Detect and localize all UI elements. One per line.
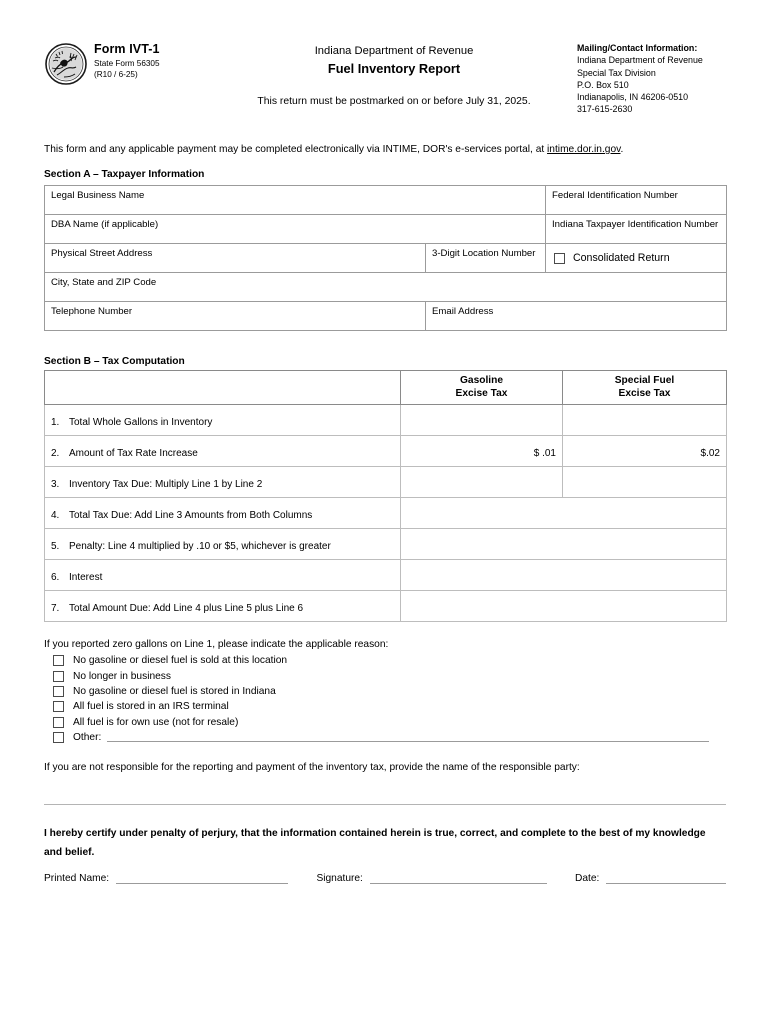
line-5-value: [401, 553, 726, 559]
email-address-label: Email Address: [432, 306, 494, 317]
list-item[interactable]: [53, 699, 733, 714]
reason-label-not-stored-in-indiana: No gasoline or diesel fuel is stored in Indiana: [73, 685, 276, 697]
special-fuel-excise-tax-header: [563, 371, 727, 405]
line-3-label: Inventory Tax Due: Multiply Line 1 by Line 2: [69, 479, 263, 490]
line-1-gasoline-input[interactable]: [401, 405, 563, 436]
table-row: [45, 436, 727, 467]
line-1-label: Total Whole Gallons in Inventory: [69, 417, 213, 428]
physical-street-address-label: Physical Street Address: [51, 248, 153, 259]
consolidated-return-checkbox[interactable]: [554, 253, 565, 264]
section-a-heading: Section A – Taxpayer Information: [44, 169, 205, 180]
line-1-number: 1.: [51, 417, 60, 428]
printed-name-input[interactable]: [116, 873, 288, 884]
reason-checkbox-irs-terminal[interactable]: [53, 701, 64, 712]
email-address-field[interactable]: [426, 302, 727, 331]
table-row: [45, 302, 727, 331]
city-state-zip-field[interactable]: [45, 273, 727, 302]
signature-label: Signature:: [316, 873, 363, 884]
list-item[interactable]: [53, 715, 733, 730]
list-item[interactable]: [53, 653, 733, 668]
location-number-label: 3-Digit Location Number: [432, 248, 536, 259]
table-row: [45, 405, 727, 436]
line-6-label-cell: [45, 560, 401, 591]
form-header: [44, 40, 726, 120]
line-3-special-input[interactable]: [563, 467, 727, 498]
table-row: [45, 215, 727, 244]
gasoline-header-line2: Excise Tax: [455, 387, 508, 399]
line-6-interest-input[interactable]: [401, 560, 727, 591]
mailing-line-3: P.O. Box 510: [577, 79, 629, 90]
department-name: Indiana Department of Revenue: [314, 45, 474, 57]
line-4-label: Total Tax Due: Add Line 3 Amounts from Both Columns: [69, 510, 313, 521]
responsible-party-text: If you are not responsible for the reporting and payment of the inventory tax, provide the name of the responsible party:: [44, 762, 580, 773]
special-fuel-header-line1: Special Fuel: [614, 375, 675, 386]
intime-text-before: This form and any applicable payment may be completed electronically via INTIME, DOR's e-services portal, at: [44, 144, 548, 155]
line-7-number: 7.: [51, 603, 60, 614]
table-header-row: [45, 371, 727, 405]
line-7-value: [401, 615, 726, 621]
table-row: [45, 467, 727, 498]
special-fuel-header-line2: Excise Tax: [618, 387, 671, 399]
indiana-state-seal-icon: [44, 42, 88, 86]
list-item[interactable]: [53, 668, 733, 683]
line-1-special-value: [563, 429, 726, 435]
line-2-number: 2.: [51, 448, 60, 459]
section-a-table: [44, 185, 727, 331]
line-5-label: Penalty: Line 4 multiplied by .10 or $5, whichever is greater: [69, 541, 331, 552]
federal-id-number-field[interactable]: [546, 186, 727, 215]
reason-checkbox-own-use[interactable]: [53, 717, 64, 728]
zero-gallons-intro: If you reported zero gallons on Line 1, please indicate the applicable reason:: [44, 639, 389, 650]
responsible-party-input[interactable]: [44, 804, 726, 805]
mailing-line-1: Indiana Department of Revenue: [577, 55, 703, 66]
reason-checkbox-no-longer-in-business[interactable]: [53, 671, 64, 682]
table-row: [45, 244, 727, 273]
line-4-total-input[interactable]: [401, 498, 727, 529]
legal-business-name-field[interactable]: [45, 186, 546, 215]
telephone-number-label: Telephone Number: [51, 306, 133, 317]
intime-notice: [44, 143, 734, 157]
reason-checkbox-other[interactable]: [53, 732, 64, 743]
form-revision: (R10 / 6-25): [94, 70, 138, 79]
line-2-label-cell: [45, 436, 401, 467]
dba-name-label: DBA Name (if applicable): [51, 219, 159, 230]
line-2-special-cell: [563, 436, 727, 467]
signature-input[interactable]: [370, 873, 547, 884]
line-7-total-amount-due-input[interactable]: [401, 591, 727, 622]
line-3-special-value: [563, 491, 726, 497]
line-3-gasoline-value: [401, 491, 562, 497]
federal-id-number-label: Federal Identification Number: [552, 190, 678, 201]
form-number: Form IVT-1: [94, 42, 160, 56]
line-3-number: 3.: [51, 479, 60, 490]
line-description-header: [45, 371, 401, 405]
line-5-number: 5.: [51, 541, 60, 552]
mailing-line-4: Indianapolis, IN 46206-0510: [577, 92, 689, 103]
zero-gallons-reason-list: [53, 653, 733, 745]
indiana-tid-label: Indiana Taxpayer Identification Number: [552, 219, 719, 230]
certification-statement: I hereby certify under penalty of perjury, that the information contained herein is true, correct, and complete to the best of my knowledge and belief.: [44, 828, 706, 858]
indiana-tid-field[interactable]: [546, 215, 727, 244]
line-3-label-cell: [45, 467, 401, 498]
line-1-label-cell: [45, 405, 401, 436]
table-row: [45, 498, 727, 529]
line-5-label-cell: [45, 529, 401, 560]
city-state-zip-label: City, State and ZIP Code: [51, 277, 157, 288]
signature-row: [44, 872, 726, 885]
location-number-field[interactable]: [426, 244, 546, 273]
line-2-special-value: $.02: [700, 448, 720, 459]
reason-label-own-use: All fuel is for own use (not for resale): [73, 716, 239, 728]
line-1-gasoline-value: [401, 429, 562, 435]
line-6-label: Interest: [69, 572, 103, 583]
reason-other-input[interactable]: [107, 732, 709, 742]
dba-name-field[interactable]: [45, 215, 546, 244]
line-6-number: 6.: [51, 572, 60, 583]
mailing-phone: 317-615-2630: [577, 104, 633, 115]
date-label: Date:: [574, 873, 600, 884]
mailing-contact-block: [577, 42, 770, 116]
reason-label-other: Other:: [73, 732, 102, 744]
page-title: Fuel Inventory Report: [327, 61, 461, 76]
table-row: [45, 529, 727, 560]
telephone-number-field[interactable]: [45, 302, 426, 331]
date-input[interactable]: [606, 873, 726, 884]
state-form-number: State Form 56305: [94, 59, 160, 68]
line-2-gasoline-cell: [401, 436, 563, 467]
reason-checkbox-not-stored-in-indiana[interactable]: [53, 686, 64, 697]
section-b-heading: Section B – Tax Computation: [44, 356, 185, 367]
consolidated-return-label: Consolidated Return: [573, 252, 670, 264]
table-row: [45, 560, 727, 591]
reason-label-no-longer-in-business: No longer in business: [73, 670, 171, 682]
intime-link[interactable]: intime.dor.in.gov: [547, 144, 621, 155]
mailing-line-2: Special Tax Division: [577, 67, 656, 78]
reason-checkbox-no-fuel-sold[interactable]: [53, 655, 64, 666]
line-5-penalty-input[interactable]: [401, 529, 727, 560]
table-row: [45, 186, 727, 215]
line-7-label: Total Amount Due: Add Line 4 plus Line 5 plus Line 6: [69, 603, 304, 614]
line-4-value: [401, 522, 726, 528]
mailing-heading: Mailing/Contact Information:: [577, 43, 698, 53]
line-4-label-cell: [45, 498, 401, 529]
line-7-label-cell: [45, 591, 401, 622]
line-1-special-input[interactable]: [563, 405, 727, 436]
gasoline-excise-tax-header: [401, 371, 563, 405]
table-row: [45, 273, 727, 302]
list-item[interactable]: [53, 684, 733, 699]
postmark-notice: This return must be postmarked on or before July 31, 2025.: [257, 96, 531, 107]
line-3-gasoline-input[interactable]: [401, 467, 563, 498]
reason-label-no-fuel-sold: No gasoline or diesel fuel is sold at this location: [73, 655, 288, 667]
line-2-label: Amount of Tax Rate Increase: [69, 448, 198, 459]
intime-text-after: .: [620, 144, 624, 155]
line-2-gasoline-value: $ .01: [533, 448, 556, 459]
line-4-number: 4.: [51, 510, 60, 521]
reason-label-irs-terminal: All fuel is stored in an IRS terminal: [73, 701, 229, 713]
list-item[interactable]: [53, 730, 733, 745]
section-b-table: [44, 370, 727, 622]
line-6-value: [401, 584, 726, 590]
title-block: [224, 44, 564, 77]
printed-name-label: Printed Name:: [44, 873, 110, 884]
gasoline-header-line1: Gasoline: [459, 375, 504, 386]
table-row: [45, 591, 727, 622]
physical-street-address-field[interactable]: [45, 244, 426, 273]
legal-business-name-label: Legal Business Name: [51, 190, 145, 201]
consolidated-return-cell[interactable]: [546, 244, 727, 273]
